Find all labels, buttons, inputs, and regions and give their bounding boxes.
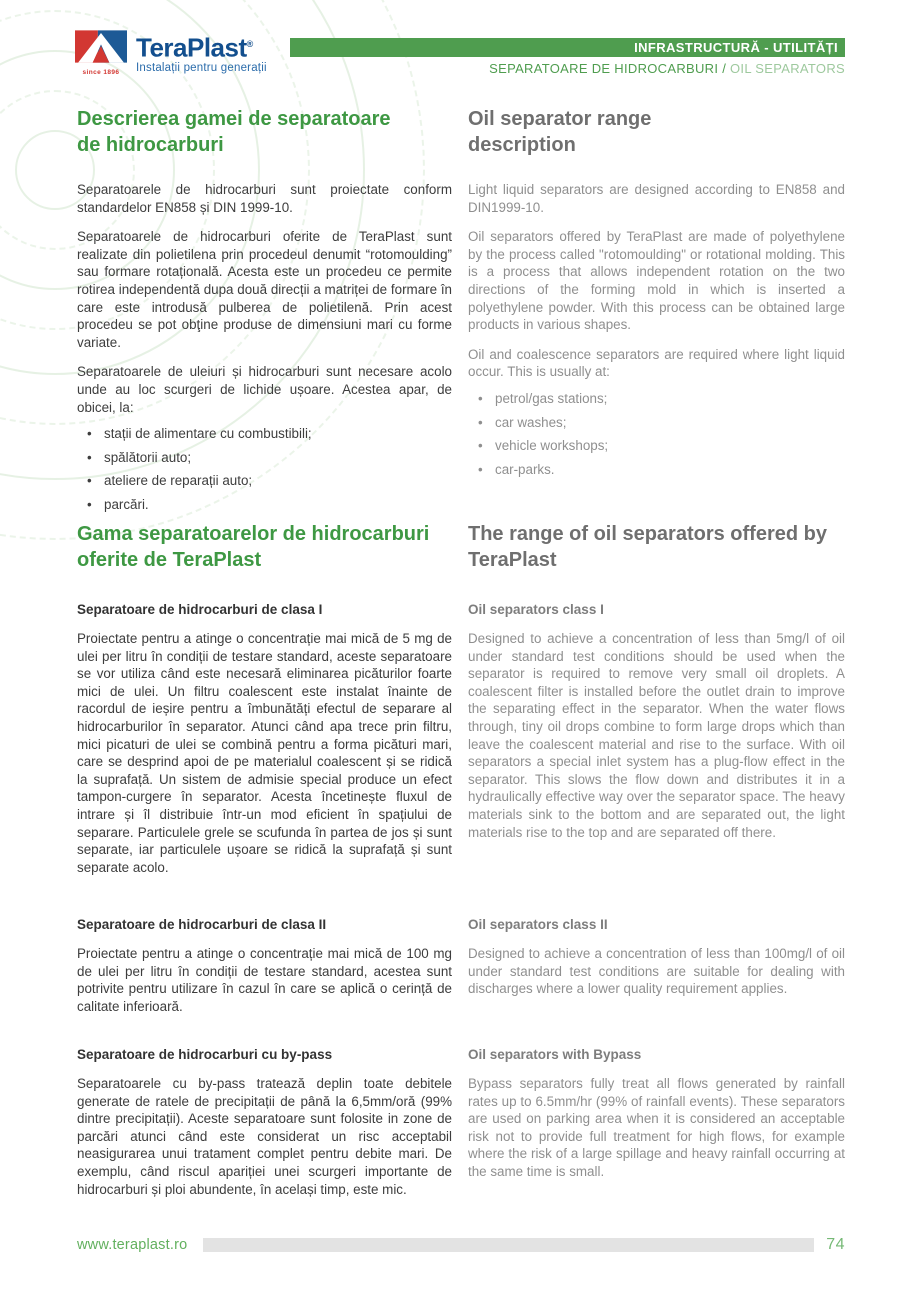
page-subtitle — [489, 61, 845, 76]
brand-name: TeraPlast® — [136, 32, 253, 63]
page-footer — [77, 1236, 845, 1254]
page-number: 74 — [826, 1236, 845, 1253]
intro-paragraph: Separatoarele de hidrocarburi sunt proiectate conform standardelor EN858 și DIN 1999-10. — [77, 182, 452, 215]
bypass-column-en — [468, 1042, 845, 1198]
list-item: • stații de alimentare cu combustibili; — [77, 425, 452, 443]
bypass-body-en: Bypass separators fully treat all flows generated by rainfall rates up to 6.5mm/hr (99% of rainfall events). These separators are used on parking area when it is considered an acceptable risk not to provide full treatment for high flows, for example where the risk of a large spillage and heavy rainfall occurring at the same time is small. — [468, 1076, 845, 1179]
registered-mark: ® — [246, 39, 253, 49]
class2-title-en: Oil separators class II — [468, 917, 608, 932]
list-item: • car-parks. — [468, 461, 845, 479]
bypass-title-en: Oil separators with Bypass — [468, 1047, 642, 1062]
intro-bullet-list-ro — [77, 425, 452, 513]
range-heading-en: The range of oil separators offered by TeraPlast — [468, 523, 827, 571]
intro-paragraph: Separatoarele de hidrocarburi oferite de TeraPlast sunt realizate din polietilena prin procedeul denumit “rotomoulding” sau formare rotațională. Acesta este un procedeu ce permite rotirea independentă dupa două direcții a matriței de formare în care este introdusă pulberea de polietilenă. Prin acest procedeu se pot obţine produse de dimensiuni mari cu forme variate. — [77, 229, 452, 350]
list-item: • vehicle workshops; — [468, 437, 845, 455]
class1-title-ro: Separatoare de hidrocarburi de clasa I — [77, 602, 323, 617]
class2-column-ro — [77, 912, 452, 1015]
class1-title-en: Oil separators class I — [468, 602, 604, 617]
list-item: • spălătorii auto; — [77, 449, 452, 467]
intro-paragraph: Oil separators offered by TeraPlast are made of polyethylene by the process called "rotomoulding" or rotational molding. This is a process that allows independent rotation on the two directions of the forming mold in which is inserted a polyethylene powder. With this process can be obtained large products in various shapes. — [468, 229, 845, 333]
intro-column-en — [468, 100, 845, 520]
intro-heading-ro: Descrierea gamei de separatoare de hidrocarburi — [77, 108, 391, 156]
intro-heading-en: Oil separator range description — [468, 108, 652, 156]
range-heading-ro: Gama separatoarelor de hidrocarburi oferite de TeraPlast — [77, 523, 430, 571]
intro-paragraph: Oil and coalescence separators are required where light liquid occur. This is usually at: — [468, 346, 845, 380]
list-item: • petrol/gas stations; — [468, 390, 845, 408]
list-item: • car washes; — [468, 414, 845, 432]
intro-paragraph: Light liquid separators are designed according to EN858 and DIN1999-10. — [468, 182, 845, 215]
bypass-column-ro — [77, 1042, 452, 1198]
range-column-en — [468, 515, 845, 876]
class2-body-ro: Proiectate pentru a atinge o concentrație mai mică de 100 mg de ulei per litru în condiții de testare standard, acestea sunt potrivite pentru utilizare în cazul în care se aplică o cerință de calitate inferioară. — [77, 946, 452, 1014]
teraplast-logo-icon — [75, 30, 127, 68]
subtitle-en: OIL SEPARATORS — [730, 61, 845, 76]
category-banner: INFRASTRUCTURĂ - UTILITĂȚI — [290, 38, 845, 57]
logo-since-text: since 1896 — [82, 69, 120, 76]
bypass-body-ro: Separatoarele cu by-pass tratează deplin toate debitele generate de ratele de precipitații de până la 6,5mm/oră (99% dintre precipitații). Aceste separatoare sunt folosite in zone de parcări atunci când este considerat un risc acceptabil neasigurarea unui tratament complet pentru debite mari. De exemplu, când riscul apariției unei scurgeri importante de hidrocarburi și ploi abundente, în același timp, este mic. — [77, 1076, 452, 1197]
subtitle-ro: SEPARATOARE DE HIDROCARBURI / — [489, 61, 731, 76]
list-item: • ateliere de reparații auto; — [77, 472, 452, 490]
range-column-ro — [77, 515, 452, 876]
class1-body-en: Designed to achieve a concentration of less than 5mg/l of oil under standard test conditions should be used when the separator is required to remove very small oil droplets. A coalescent filter is installed before the outlet drain to improve the separating effect in the separator. When the water flows through, tiny oil drops combine to form large drops which than leave the coalescent material and rise to the surface. With oil separators a special inlet system has a plug-flow effect in the separator. This slows the flow down and distributes it in a hydraulically effective way over the separator space. The heavy materials sink to the bottom and are separated out, the light materials rise to the top and are separated off there. — [468, 631, 845, 840]
list-item: • parcări. — [77, 496, 452, 514]
class2-title-ro: Separatoare de hidrocarburi de clasa II — [77, 917, 327, 932]
section-intro — [77, 100, 845, 520]
section-bypass — [77, 1042, 845, 1198]
class2-column-en — [468, 912, 845, 1015]
class1-body-ro: Proiectate pentru a atinge o concentrație mai mică de 5 mg de ulei per litru în condiții de testare standard, aceste separatoare se vor utiliza când este necesară eliminarea picăturilor foarte mici de ulei. Un filtru coalescent este instalat înainte de racordul de ieșire pentru a îmbunătăți efectul de separare al hidrocarburilor în separator. Atunci când apa trece prin filtru, mici picaturi de ulei se combină pentru a forma picături mari, care se desprind apoi de pe materialul coalescent și se ridică la suprafață. Un sistem de admisie special produce un efect tampon-curgere în separator. Acesta încetinește fluxul de intrare și îl distribuie într-un mod eficient în spațiului de separare. Particulele grele se scufunda în partea de jos și sunt separate, iar particulele ușoare se ridică la suprafață și sunt separate acolo. — [77, 631, 452, 875]
brand-tagline: Instalații pentru generații — [136, 61, 267, 74]
intro-paragraph: Separatoarele de uleiuri și hidrocarburi sunt necesare acolo unde au loc scurgeri de lichide ușoare. Acestea apar, de obicei, la: — [77, 364, 452, 415]
section-range-class1 — [77, 515, 845, 876]
intro-bullet-list-en — [468, 390, 845, 478]
class2-body-en: Designed to achieve a concentration of less than 100mg/l of oil under standard test conditions are suitable for dealing with discharges where a lower quality requirement applies. — [468, 946, 845, 997]
teraplast-logo — [75, 30, 267, 76]
footer-website-link[interactable]: www.teraplast.ro — [77, 1237, 188, 1253]
bypass-title-ro: Separatoare de hidrocarburi cu by-pass — [77, 1047, 333, 1062]
section-class2 — [77, 912, 845, 1015]
footer-divider-bar — [203, 1238, 814, 1252]
intro-column-ro — [77, 100, 452, 520]
